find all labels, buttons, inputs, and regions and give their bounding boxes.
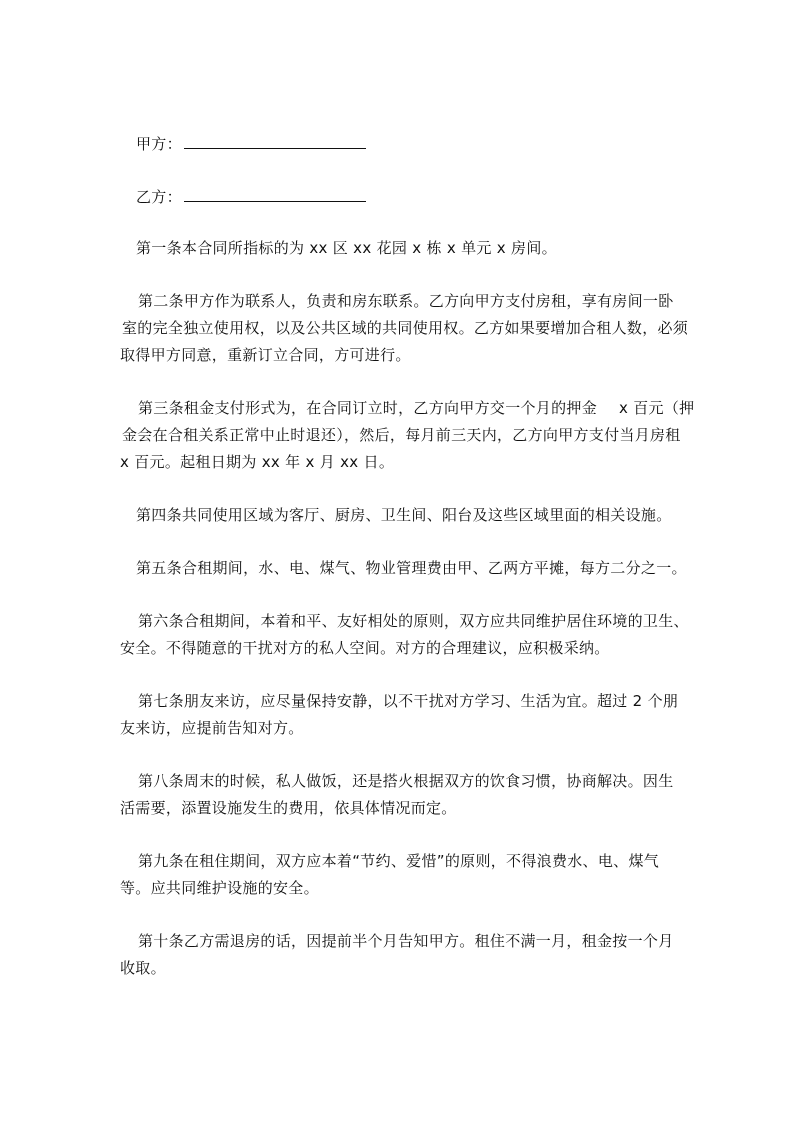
clause-6-line-2: 安全。不得随意的干扰对方的私人空间。对方的合理建议，应积极采纳。 xyxy=(120,639,610,657)
clause-7-line-2: 友来访，应提前告知对方。 xyxy=(120,719,304,737)
clause-8-line-2: 活需要，添置设施发生的费用，依具体情况而定。 xyxy=(120,799,457,817)
party-a-signature-blank[interactable] xyxy=(184,133,366,149)
clause-9-line-2: 等。应共同维护设施的安全。 xyxy=(120,879,319,897)
clause-9-line-1: 第九条在租住期间，双方应本着“节约、爱惜”的原则，不得浪费水、电、煤气 xyxy=(138,852,660,870)
clause-3-line-1 xyxy=(138,399,694,417)
clause-3-line-1-amount: x 百元（押 xyxy=(619,399,695,417)
clause-8-line-1: 第八条周末的时候，私人做饭，还是搭火根据双方的饮食习惯，协商解决。因生 xyxy=(138,772,674,790)
clause-1-line-1: 第一条本合同所指标的为 xx 区 xx 花园 x 栋 x 单元 x 房间。 xyxy=(136,239,557,257)
party-a-line xyxy=(136,133,366,153)
party-a-label: 甲方： xyxy=(136,135,182,153)
party-b-line xyxy=(136,186,366,206)
clause-2-line-2: 室的完全独立使用权，以及公共区域的共同使用权。乙方如果要增加合租人数，必须 xyxy=(122,319,689,337)
clause-10-line-2: 收取。 xyxy=(120,959,166,977)
party-b-signature-blank[interactable] xyxy=(184,186,366,202)
clause-2-line-3: 取得甲方同意，重新订立合同，方可进行。 xyxy=(120,346,411,364)
clause-6-line-1: 第六条合租期间，本着和平、友好相处的原则，双方应共同维护居住环境的卫生、 xyxy=(138,612,689,630)
clause-2-line-1: 第二条甲方作为联系人，负责和房东联系。乙方向甲方支付房租，享有房间一卧 xyxy=(138,292,674,310)
clause-3-line-2: 金会在合租关系正常中止时退还），然后，每月前三天内，乙方向甲方支付当月房租 xyxy=(122,426,681,444)
clause-3-line-3: x 百元。起租日期为 xx 年 x 月 xx 日。 xyxy=(120,453,395,471)
clause-3-line-1-text: 第三条租金支付形式为，在合同订立时，乙方向甲方交一个月的押金 xyxy=(138,399,598,417)
clause-10-line-1: 第十条乙方需退房的话，因提前半个月告知甲方。租住不满一月，租金按一个月 xyxy=(138,932,674,950)
clause-4-line-1: 第四条共同使用区域为客厅、厨房、卫生间、阳台及这些区域里面的相关设施。 xyxy=(136,506,672,524)
clause-5-line-1: 第五条合租期间，水、电、煤气、物业管理费由甲、乙两方平摊，每方二分之一。 xyxy=(136,559,687,577)
party-b-label: 乙方： xyxy=(136,188,182,206)
clause-7-line-1: 第七条朋友来访，应尽量保持安静，以不干扰对方学习、生活为宜。超过 2 个朋 xyxy=(138,692,679,710)
